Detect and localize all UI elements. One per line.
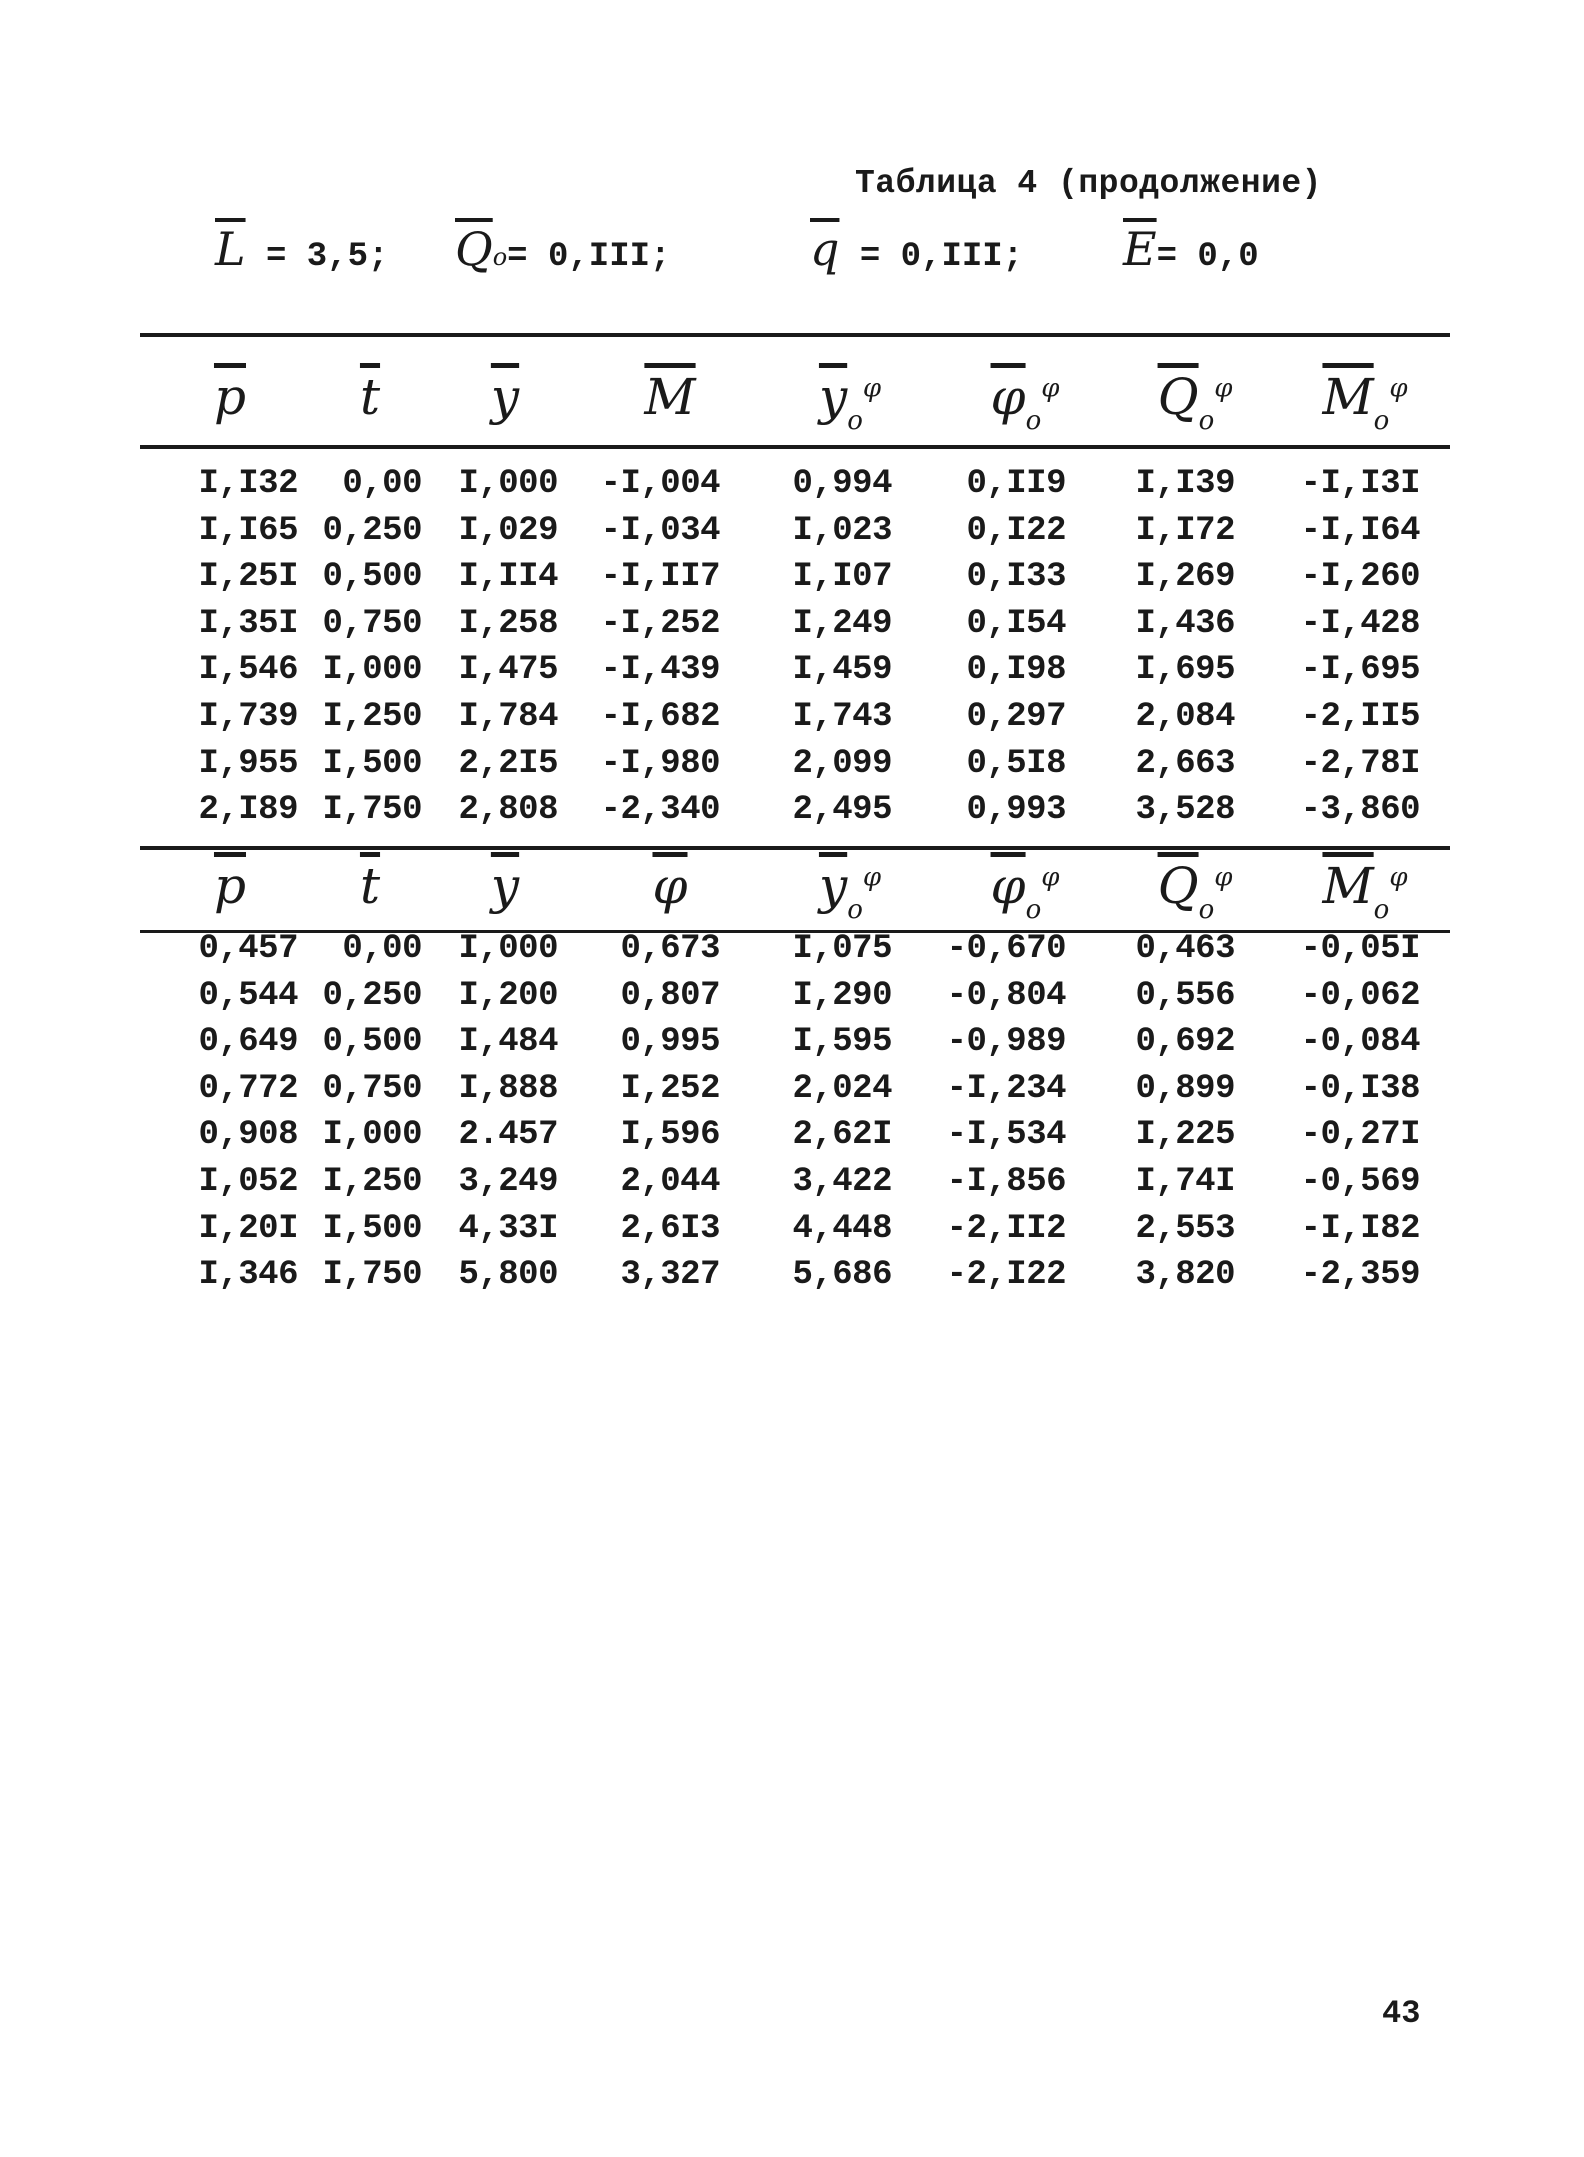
table-row xyxy=(140,1023,1450,1070)
table-cell: I,743 xyxy=(792,697,892,736)
table-cell: I,249 xyxy=(792,604,892,643)
column-header: $\overline{y}_o^\varphi$ xyxy=(818,368,882,436)
table-cell: 0,00 xyxy=(342,465,422,503)
table-cell: -I,682 xyxy=(600,697,720,736)
table-cell: -2,78I xyxy=(1300,744,1420,783)
table-cell: I,252 xyxy=(620,1069,720,1108)
table-cell: 2,2I5 xyxy=(458,744,558,783)
table-cell: -0,989 xyxy=(946,1023,1066,1062)
table-cell: 3,422 xyxy=(792,1162,892,1201)
top-rule xyxy=(140,333,1450,337)
table-cell: -0,569 xyxy=(1300,1162,1420,1201)
table-cell: 5,800 xyxy=(458,1256,558,1295)
table-cell: 0,463 xyxy=(1135,930,1235,968)
table-cell: I,250 xyxy=(322,1162,422,1201)
table-cell: -I,252 xyxy=(600,604,720,643)
table-cell: 2,663 xyxy=(1135,744,1235,783)
table-row xyxy=(140,1116,1450,1163)
table-cell: I,484 xyxy=(458,1023,558,1062)
table-cell: -0,I38 xyxy=(1300,1069,1420,1108)
table-row xyxy=(140,512,1450,559)
table-cell: -2,359 xyxy=(1300,1256,1420,1295)
table-row xyxy=(140,698,1450,745)
table-cell: -I,234 xyxy=(946,1069,1066,1108)
table-cell: -I,439 xyxy=(600,651,720,690)
column-header: $\overline{t}$ xyxy=(359,368,381,426)
column-header: $\overline{Q}_o^\varphi$ xyxy=(1157,368,1233,436)
table-cell: I,I39 xyxy=(1135,465,1235,503)
table-cell: 2,024 xyxy=(792,1069,892,1108)
table-cell: 0,750 xyxy=(322,604,422,643)
table-row xyxy=(140,465,1450,512)
table1-body xyxy=(140,465,1450,838)
table-cell: -0,670 xyxy=(946,930,1066,968)
table-cell: I,475 xyxy=(458,651,558,690)
table-cell: -I,I3I xyxy=(1300,465,1420,503)
table-cell: -2,II2 xyxy=(946,1209,1066,1248)
table-cell: -I,856 xyxy=(946,1162,1066,1201)
table-cell: 0,II9 xyxy=(966,465,1066,503)
table-cell: I,888 xyxy=(458,1069,558,1108)
table-cell: I,258 xyxy=(458,604,558,643)
table-cell: -I,004 xyxy=(600,465,720,503)
column-header: $\overline{p}$ xyxy=(213,368,246,426)
column-header: $\overline{y}$ xyxy=(490,857,520,915)
table-row xyxy=(140,1210,1450,1257)
table-cell: 0,544 xyxy=(198,976,298,1015)
table-caption: Таблица 4 (продолжение) xyxy=(855,165,1322,202)
table-cell: -I,534 xyxy=(946,1116,1066,1155)
table-cell: I,200 xyxy=(458,976,558,1015)
param-q: $\overline{q} = 0,III$; xyxy=(810,222,1024,276)
table-cell: 0,457 xyxy=(198,930,298,968)
table-cell: I,546 xyxy=(198,651,298,690)
param-L: $\overline{L} = 3,5$; xyxy=(215,222,389,276)
table-cell: 0,908 xyxy=(198,1116,298,1155)
table-cell: I,596 xyxy=(620,1116,720,1155)
table-cell: 2,044 xyxy=(620,1162,720,1201)
column-header: $\overline{M}_o^\varphi$ xyxy=(1322,368,1408,436)
table-cell: -I,428 xyxy=(1300,604,1420,643)
table-cell: I,I32 xyxy=(198,465,298,503)
table-cell: I,000 xyxy=(458,930,558,968)
table-cell: I,436 xyxy=(1135,604,1235,643)
table-cell: -I,695 xyxy=(1300,651,1420,690)
table-cell: -0,27I xyxy=(1300,1116,1420,1155)
table-cell: 2,I89 xyxy=(198,791,298,830)
table-cell: 5,686 xyxy=(792,1256,892,1295)
table-cell: 2.457 xyxy=(458,1116,558,1155)
table2-body xyxy=(140,930,1450,1303)
table-cell: I,500 xyxy=(322,1209,422,1248)
table-row xyxy=(140,1256,1450,1303)
table-cell: 3,249 xyxy=(458,1162,558,1201)
table-cell: I,290 xyxy=(792,976,892,1015)
table-cell: 0,297 xyxy=(966,697,1066,736)
table-cell: 0,I22 xyxy=(966,511,1066,550)
table-cell: 0,00 xyxy=(342,930,422,968)
table-cell: 0,500 xyxy=(322,558,422,597)
table-cell: 0,649 xyxy=(198,1023,298,1062)
page-number: 43 xyxy=(1382,1995,1421,2032)
table-cell: 0,750 xyxy=(322,1069,422,1108)
table-cell: -I,034 xyxy=(600,511,720,550)
column-header: $\overline{M}_o^\varphi$ xyxy=(1322,857,1408,925)
table-cell: I,000 xyxy=(322,651,422,690)
table-cell: I,459 xyxy=(792,651,892,690)
column-header: $\overline{\varphi}_o^\varphi$ xyxy=(990,857,1060,925)
parameter-line xyxy=(215,222,1275,282)
table-cell: I,595 xyxy=(792,1023,892,1062)
table2-header xyxy=(140,857,1450,937)
table-cell: 2,62I xyxy=(792,1116,892,1155)
table-row xyxy=(140,651,1450,698)
table-cell: 0,995 xyxy=(620,1023,720,1062)
table-cell: 0,692 xyxy=(1135,1023,1235,1062)
table-cell: 2,084 xyxy=(1135,697,1235,736)
table-cell: I,695 xyxy=(1135,651,1235,690)
table-row xyxy=(140,930,1450,977)
table-row xyxy=(140,558,1450,605)
table-cell: I,023 xyxy=(792,511,892,550)
table-cell: 2,495 xyxy=(792,791,892,830)
table-cell: -0,084 xyxy=(1300,1023,1420,1062)
table-cell: -2,II5 xyxy=(1300,697,1420,736)
table-cell: 0,5I8 xyxy=(966,744,1066,783)
table-row xyxy=(140,605,1450,652)
header-rule xyxy=(140,445,1450,449)
column-header: $\overline{\varphi}$ xyxy=(652,857,688,915)
table-cell: 0,772 xyxy=(198,1069,298,1108)
table-cell: I,750 xyxy=(322,1256,422,1295)
table-cell: 0,I33 xyxy=(966,558,1066,597)
table-cell: I,500 xyxy=(322,744,422,783)
table-cell: 0,673 xyxy=(620,930,720,968)
table-row xyxy=(140,1163,1450,1210)
table-row xyxy=(140,1070,1450,1117)
table-cell: I,I65 xyxy=(198,511,298,550)
table-cell: -0,05I xyxy=(1300,930,1420,968)
table-cell: -0,804 xyxy=(946,976,1066,1015)
table-row xyxy=(140,745,1450,792)
table-cell: I,20I xyxy=(198,1209,298,1248)
table-cell: 2,808 xyxy=(458,791,558,830)
table-cell: I,784 xyxy=(458,697,558,736)
table-cell: I,25I xyxy=(198,558,298,597)
table-cell: 0,807 xyxy=(620,976,720,1015)
table-cell: I,000 xyxy=(322,1116,422,1155)
table-cell: I,250 xyxy=(322,697,422,736)
table-cell: I,750 xyxy=(322,791,422,830)
table-cell: 0,500 xyxy=(322,1023,422,1062)
column-header: $\overline{Q}_o^\varphi$ xyxy=(1157,857,1233,925)
param-E: $\overline{E}= 0,0$ xyxy=(1123,222,1259,276)
table-cell: I,I07 xyxy=(792,558,892,597)
table-cell: 0,556 xyxy=(1135,976,1235,1015)
table-cell: I,I72 xyxy=(1135,511,1235,550)
table-cell: I,74I xyxy=(1135,1162,1235,1201)
table-cell: -I,980 xyxy=(600,744,720,783)
table1-header xyxy=(140,368,1450,448)
table-cell: -2,340 xyxy=(600,791,720,830)
table-cell: I,346 xyxy=(198,1256,298,1295)
column-header: $\overline{p}$ xyxy=(213,857,246,915)
table-cell: 0,250 xyxy=(322,976,422,1015)
table-cell: I,955 xyxy=(198,744,298,783)
table-cell: 3,820 xyxy=(1135,1256,1235,1295)
table-cell: 2,553 xyxy=(1135,1209,1235,1248)
table-cell: 2,6I3 xyxy=(620,1209,720,1248)
column-header: $\overline{t}$ xyxy=(359,857,381,915)
table-cell: 3,327 xyxy=(620,1256,720,1295)
table-cell: 0,I54 xyxy=(966,604,1066,643)
table-cell: 4,448 xyxy=(792,1209,892,1248)
table-cell: -I,II7 xyxy=(600,558,720,597)
table-cell: -I,I64 xyxy=(1300,511,1420,550)
column-header: $\overline{y}_o^\varphi$ xyxy=(818,857,882,925)
table-cell: I,225 xyxy=(1135,1116,1235,1155)
table-cell: -0,062 xyxy=(1300,976,1420,1015)
table-cell: 0,250 xyxy=(322,511,422,550)
table-cell: I,II4 xyxy=(458,558,558,597)
table-cell: 0,899 xyxy=(1135,1069,1235,1108)
table-cell: 0,993 xyxy=(966,791,1066,830)
table-cell: -2,I22 xyxy=(946,1256,1066,1295)
table-cell: I,000 xyxy=(458,465,558,503)
column-header: $\overline{y}$ xyxy=(490,368,520,426)
table-cell: 3,528 xyxy=(1135,791,1235,830)
table-cell: I,35I xyxy=(198,604,298,643)
table-cell: -I,260 xyxy=(1300,558,1420,597)
table-cell: -I,I82 xyxy=(1300,1209,1420,1248)
table-cell: I,029 xyxy=(458,511,558,550)
table-cell: I,075 xyxy=(792,930,892,968)
column-header: $\overline{\varphi}_o^\varphi$ xyxy=(990,368,1060,436)
table-row xyxy=(140,977,1450,1024)
param-Q0: $\overline{Q}o= 0,III$; xyxy=(455,222,671,276)
table-row xyxy=(140,791,1450,838)
table-cell: -3,860 xyxy=(1300,791,1420,830)
table-cell: 0,994 xyxy=(792,465,892,503)
table-cell: 2,099 xyxy=(792,744,892,783)
table-cell: I,269 xyxy=(1135,558,1235,597)
section-rule xyxy=(140,846,1450,850)
table-cell: 4,33I xyxy=(458,1209,558,1248)
table-cell: 0,I98 xyxy=(966,651,1066,690)
table-cell: I,052 xyxy=(198,1162,298,1201)
column-header: $\overline{M}$ xyxy=(644,368,696,426)
table-cell: I,739 xyxy=(198,697,298,736)
